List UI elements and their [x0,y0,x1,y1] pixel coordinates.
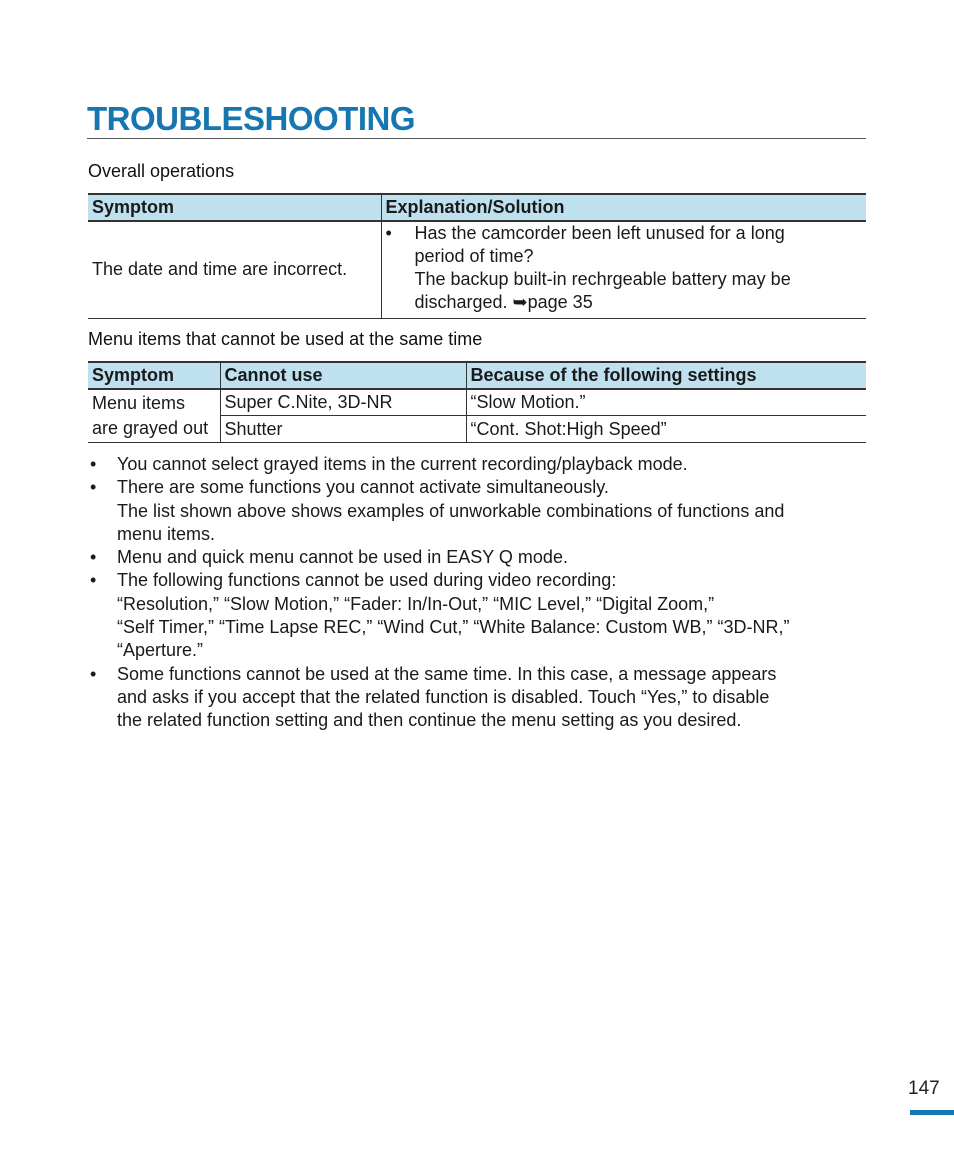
note-line: and asks if you accept that the related function is disabled. Touch “Yes,” to disable [117,686,770,707]
list-item [88,569,868,662]
cannot-use-cell: Super C.Nite, 3D-NR [220,389,466,416]
note-line: Menu and quick menu cannot be used in EASY Q mode. [117,547,568,568]
page-number: 147 [908,1078,940,1099]
because-cell: “Slow Motion.” [466,389,866,416]
note-line: Some functions cannot be used at the same time. In this case, a message appears [117,663,777,684]
solution-line: Has the camcorder been left unused for a long [414,223,785,243]
symptom-cell: The date and time are incorrect. [88,221,381,318]
bullet-icon: • [90,477,97,498]
solution-line: period of time? [414,246,534,266]
bullet-icon: • [385,223,392,243]
page-title: TROUBLESHOOTING [87,100,415,137]
table-header-row [88,194,866,221]
title-divider [87,138,866,139]
table-row [88,221,866,318]
bullet-icon: • [90,547,97,568]
solution-cell [381,221,866,318]
column-header-cannot-use: Cannot use [220,362,466,389]
column-header-symptom: Symptom [88,194,381,221]
note-line: menu items. [117,523,216,544]
list-item [88,476,868,546]
bullet-icon: • [90,454,97,474]
list-item [88,453,868,476]
section-heading-menu-items: Menu items that cannot be used at the same time [88,329,483,349]
section-heading-overall-operations: Overall operations [88,161,235,181]
solution-line-page-reference: discharged. ➥page 35 [414,292,593,312]
overall-operations-table [88,193,866,319]
note-line: There are some functions you cannot activate simultaneously. [117,477,609,498]
because-cell: “Cont. Shot:High Speed” [466,416,866,443]
note-line: The list shown above shows examples of unworkable combinations of functions and [117,500,785,521]
note-line: The following functions cannot be used during video recording: [117,570,617,591]
column-header-explanation: Explanation/Solution [381,194,866,221]
notes-list [88,453,868,733]
cannot-use-cell: Shutter [220,416,466,443]
menu-items-table [88,361,866,443]
symptom-cell [88,389,220,443]
solution-line: The backup built-in rechrgeable battery may be [414,269,791,289]
page-number-accent-bar [910,1110,954,1115]
note-line: You cannot select grayed items in the current recording/playback mode. [117,454,688,474]
bullet-icon: • [90,570,97,591]
note-line: “Resolution,” “Slow Motion,” “Fader: In/In-Out,” “MIC Level,” “Digital Zoom,” [117,593,715,614]
note-line: “Self Timer,” “Time Lapse REC,” “Wind Cut,” “White Balance: Custom WB,” “3D-NR,” [117,617,790,638]
list-item [88,663,868,733]
symptom-line: are grayed out [92,418,209,438]
table-header-row [88,362,866,389]
column-header-because: Because of the following settings [466,362,866,389]
symptom-line: Menu items [92,393,186,413]
column-header-symptom: Symptom [88,362,220,389]
table-row [88,389,866,416]
note-line: the related function setting and then continue the menu setting as you desired. [117,710,742,731]
note-line: “Aperture.” [117,640,204,661]
list-item [88,546,868,569]
bullet-icon: • [90,663,97,684]
